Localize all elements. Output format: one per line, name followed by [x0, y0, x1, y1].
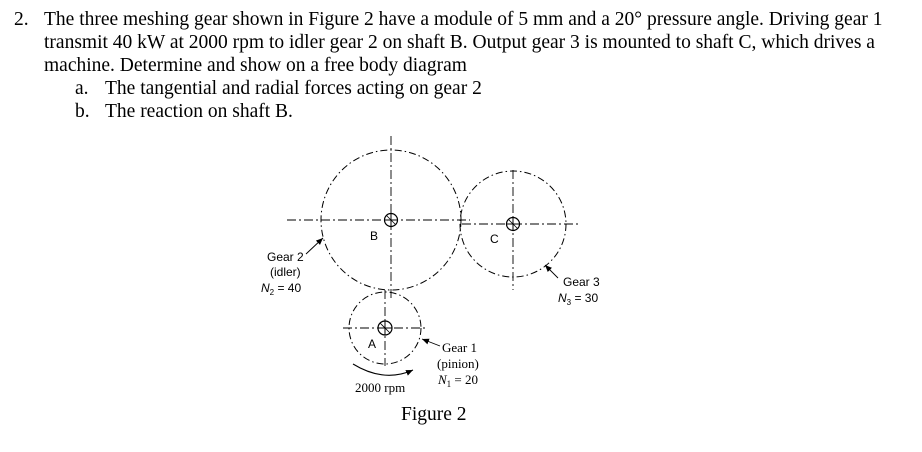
shaft-c-label: C [490, 232, 499, 246]
gear-3 [460, 170, 580, 290]
gear-2-name: Gear 2 [267, 250, 304, 264]
part-a-label: a. [75, 78, 89, 99]
gear-3-name: Gear 3 [563, 275, 600, 289]
shaft-b-hub [385, 214, 398, 227]
gear-2-teeth: $N_2 = 40$ [261, 281, 302, 297]
gear-1-role: (pinion) [437, 356, 479, 371]
rotation-arrow [353, 364, 413, 375]
part-b-text: The reaction on shaft B. [105, 101, 293, 122]
gear-2-role: (idler) [270, 265, 301, 279]
shaft-a-label: A [368, 337, 377, 351]
gear-3-teeth: $N_3 = 30$ [558, 291, 599, 307]
gear-1-teeth: $N_1 = 20$ [438, 372, 479, 389]
part-a-text: The tangential and radial forces acting on gear 2 [105, 78, 482, 99]
shaft-b-label: B [370, 229, 379, 243]
part-b-label: b. [75, 101, 90, 122]
gear-2-leader [306, 238, 323, 254]
gear-1 [343, 290, 428, 375]
shaft-a-hub [378, 321, 392, 335]
gear-1-name: Gear 1 [442, 340, 478, 355]
gear-1-leader [422, 339, 440, 346]
question-text: The three meshing gear shown in Figure 2 have a module of 5 mm and a 20° pressure angle. Driving gear 1 transmit 40 kW at 2000 rpm to idler gear 2 on shaft B. Output gear 3 is mounted to shaft C, which drives a machine. Determine and show on a free body diagram [44, 9, 883, 76]
shaft-c-hub [507, 218, 520, 231]
gear-3-leader [545, 265, 558, 278]
figure-caption: Figure 2 [401, 404, 467, 425]
input-speed: 2000 rpm [355, 380, 406, 395]
gear-2 [287, 136, 470, 300]
question-number: 2. [14, 9, 29, 30]
